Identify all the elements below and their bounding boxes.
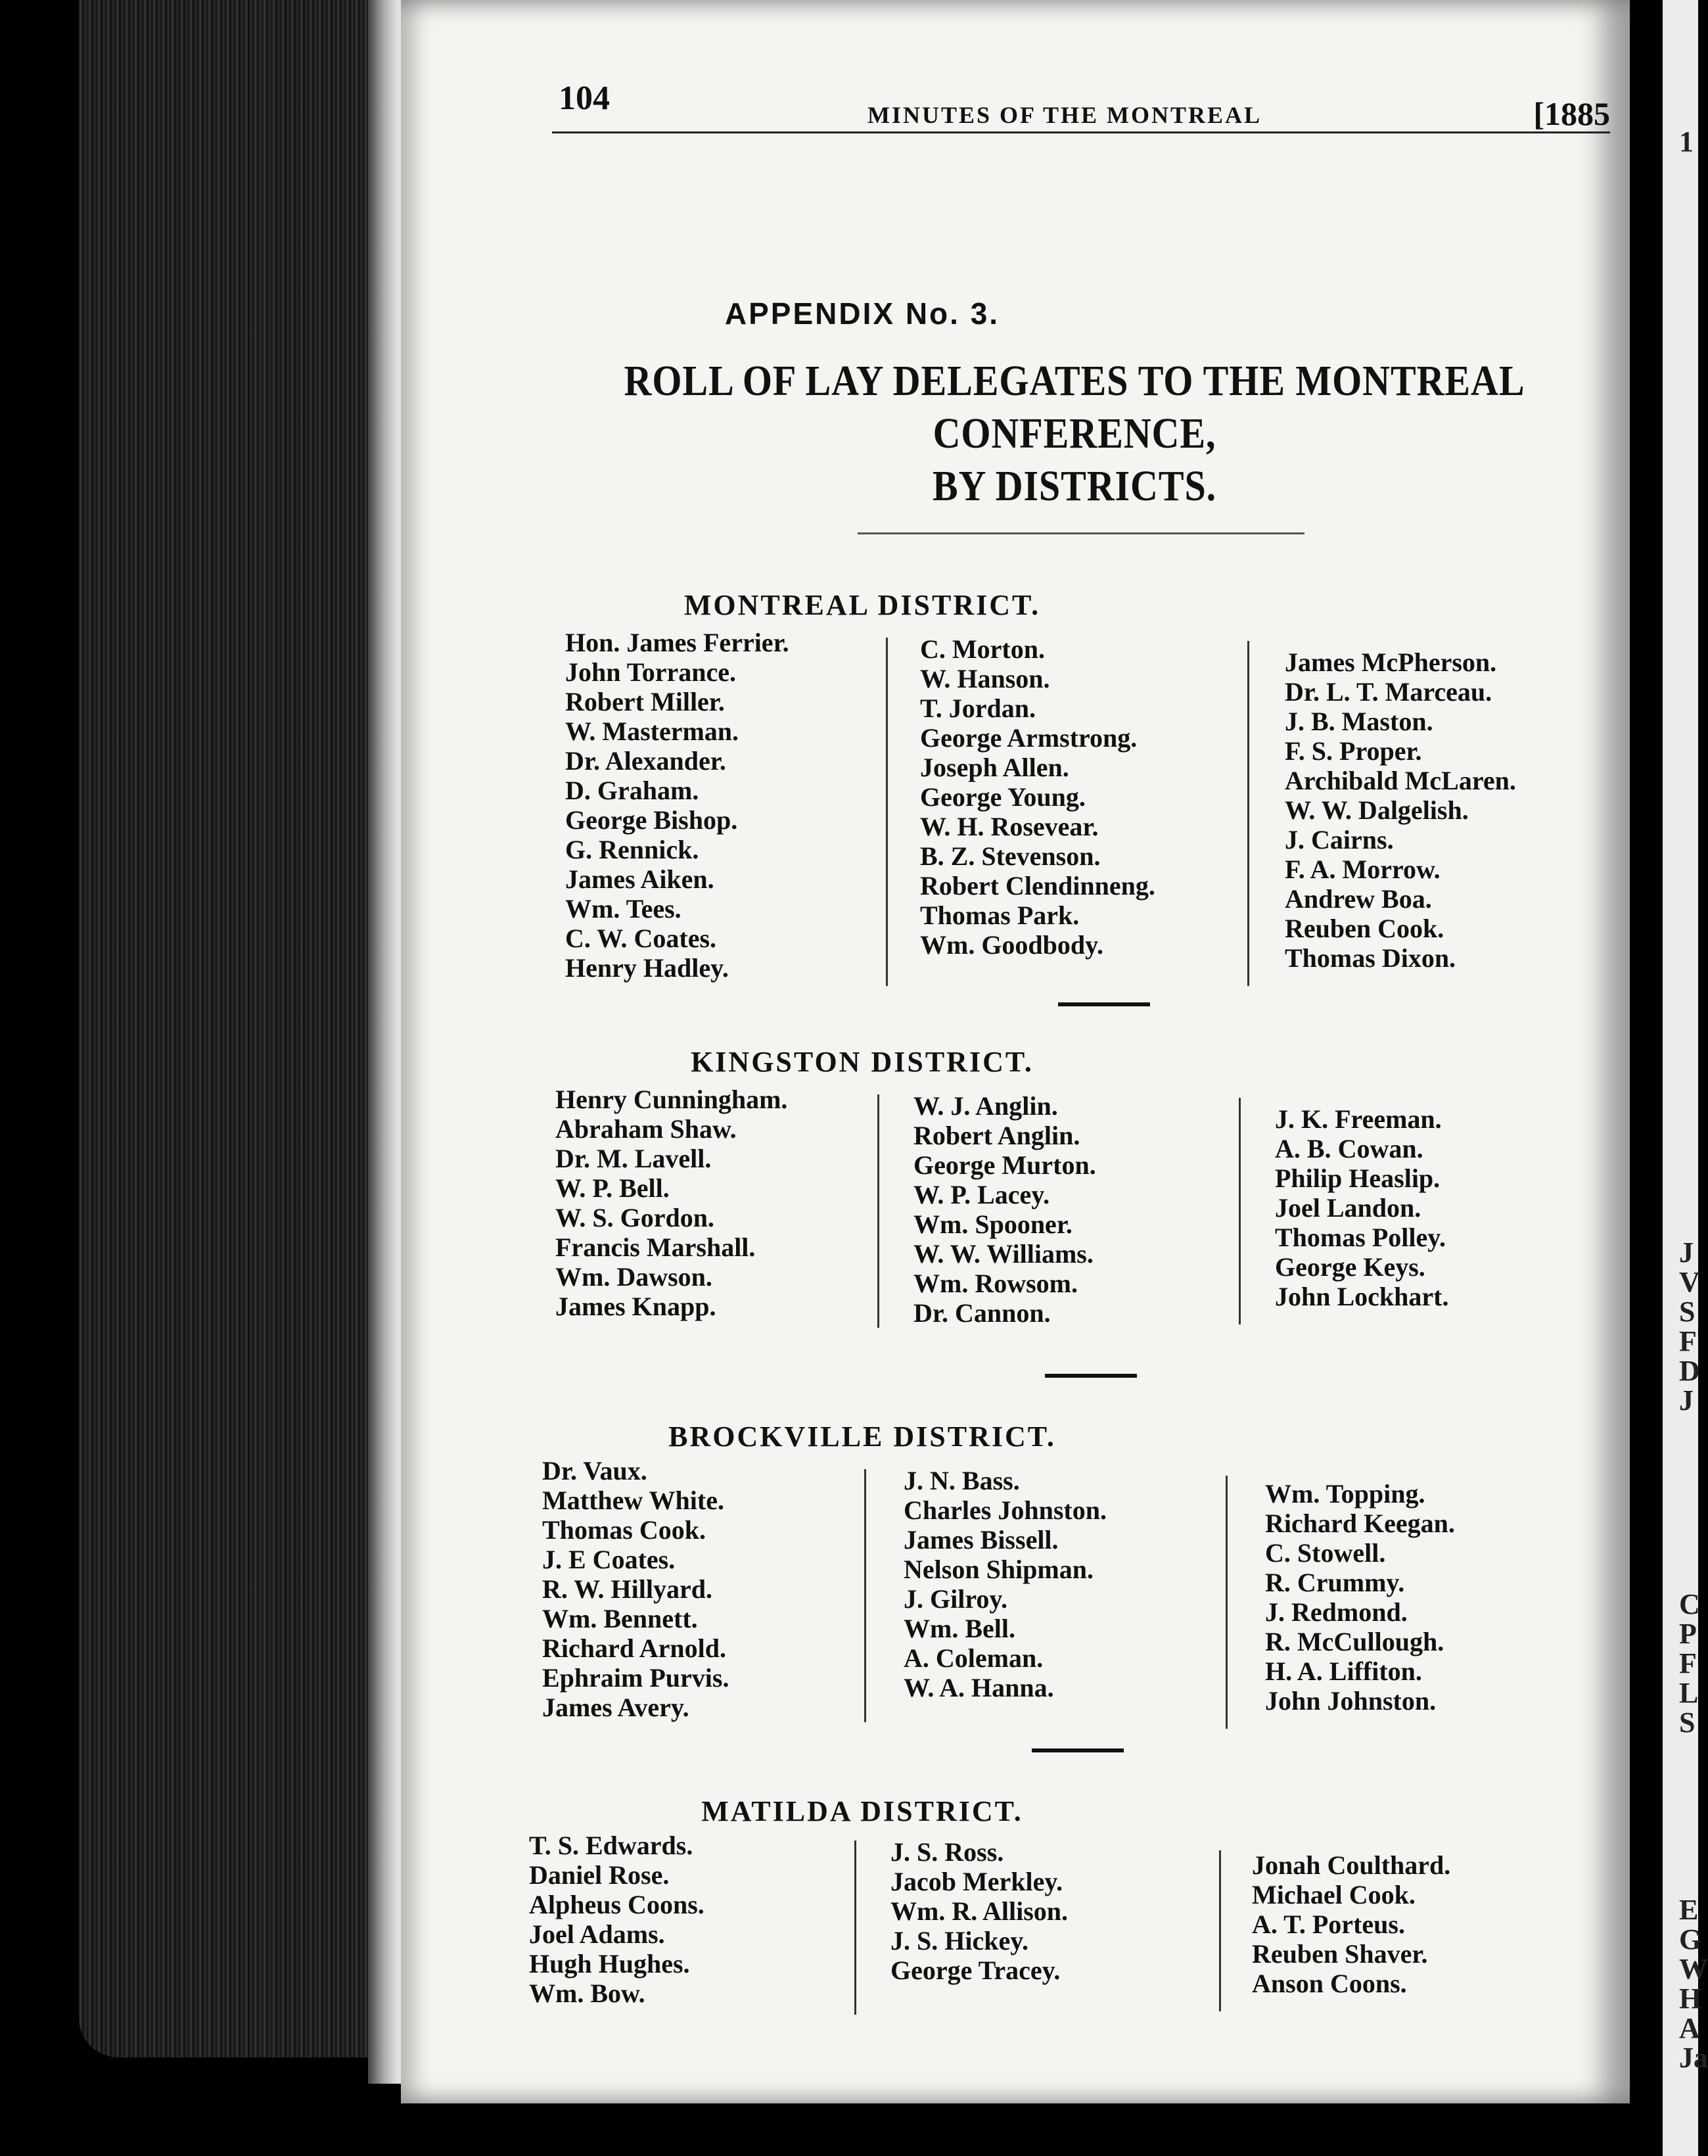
facing-page-letter: J	[1679, 1236, 1694, 1269]
delegate-name: James Aiken.	[565, 864, 714, 894]
montreal-column-3	[1285, 647, 1516, 973]
delegate-name: Philip Heaslip.	[1275, 1163, 1441, 1193]
delegate-name: A. B. Cowan.	[1275, 1134, 1423, 1163]
delegate-name: C. Morton.	[920, 634, 1045, 664]
delegate-name: J. E Coates.	[542, 1545, 676, 1574]
page-title	[603, 355, 1546, 513]
delegate-name: Thomas Park.	[920, 901, 1080, 930]
delegate-name: W. A. Hanna.	[904, 1673, 1054, 1702]
facing-page-letter: P	[1679, 1618, 1697, 1650]
district-separator	[1058, 1002, 1150, 1006]
delegate-name: George Keys.	[1275, 1252, 1425, 1282]
delegate-name: J. Gilroy.	[904, 1584, 1008, 1614]
delegate-name: W. S. Gordon.	[555, 1203, 714, 1232]
delegate-name: Jonah Coulthard.	[1252, 1850, 1451, 1880]
delegate-name: Dr. L. T. Marceau.	[1285, 677, 1492, 707]
delegate-name: Jacob Merkley.	[890, 1867, 1063, 1896]
delegate-name: Francis Marshall.	[555, 1232, 756, 1262]
district-separator	[1032, 1748, 1124, 1752]
delegate-name: Wm. Rowsom.	[913, 1269, 1078, 1298]
delegate-name: Joel Adams.	[529, 1919, 665, 1949]
column-rule	[886, 638, 888, 986]
facing-page-letter: A	[1679, 2012, 1700, 2044]
delegate-name: W. W. Dalgelish.	[1285, 795, 1469, 825]
delegate-name: W. P. Lacey.	[913, 1180, 1050, 1209]
delegate-name: Alpheus Coons.	[529, 1890, 704, 1919]
facing-page-letter: C	[1679, 1588, 1700, 1620]
delegate-name: Anson Coons.	[1252, 1969, 1407, 1998]
column-rule	[854, 1840, 856, 2015]
delegate-name: Wm. Bennett.	[542, 1604, 698, 1633]
delegate-name: Charles Johnston.	[904, 1495, 1107, 1525]
delegate-name: Wm. Spooner.	[913, 1209, 1073, 1239]
delegate-name: Wm. Goodbody.	[920, 930, 1103, 960]
facing-page-letter: E	[1679, 1894, 1699, 1926]
delegate-name: Nelson Shipman.	[904, 1555, 1094, 1584]
column-rule	[1219, 1850, 1221, 2011]
delegate-name: John Johnston.	[1265, 1686, 1437, 1716]
montreal-column-1	[565, 628, 789, 983]
delegate-name: Dr. M. Lavell.	[555, 1144, 712, 1173]
delegate-name: J. Cairns.	[1285, 825, 1394, 855]
kingston-column-1	[555, 1085, 787, 1321]
delegate-name: Joel Landon.	[1275, 1193, 1421, 1223]
delegate-name: Wm. Bell.	[904, 1614, 1015, 1643]
delegate-name: Wm. Bow.	[529, 1979, 645, 2008]
delegate-name: J. S. Hickey.	[890, 1926, 1029, 1956]
facing-page-letter: H	[1679, 1982, 1702, 2015]
district-heading-kingston: KINGSTON DISTRICT.	[691, 1046, 1034, 1078]
delegate-name: John Lockhart.	[1275, 1282, 1449, 1311]
delegate-name: Robert Anglin.	[913, 1121, 1080, 1150]
delegate-name: J. K. Freeman.	[1275, 1104, 1442, 1134]
delegate-name: Henry Cunningham.	[555, 1085, 788, 1114]
delegate-name: Andrew Boa.	[1285, 884, 1432, 914]
facing-page-letter: F	[1679, 1647, 1697, 1679]
appendix-heading: APPENDIX No. 3.	[724, 296, 1000, 331]
delegate-name: Wm. Topping.	[1265, 1479, 1425, 1509]
delegate-name: Hon. James Ferrier.	[565, 628, 789, 657]
title-line-2: BY DISTRICTS.	[932, 462, 1217, 510]
delegate-name: W. H. Rosevear.	[920, 812, 1099, 841]
delegate-name: R. Crummy.	[1265, 1568, 1405, 1597]
delegate-name: J. B. Maston.	[1285, 707, 1433, 736]
delegate-name: C. W. Coates.	[565, 924, 717, 953]
delegate-name: T. Jordan.	[920, 693, 1036, 723]
delegate-name: George Armstrong.	[920, 723, 1138, 753]
facing-page-letter: Ja	[1679, 2042, 1708, 2074]
delegate-name: W. Hanson.	[920, 664, 1050, 693]
column-rule	[1226, 1476, 1228, 1729]
delegate-name: Daniel Rose.	[529, 1860, 670, 1890]
delegate-name: F. S. Proper.	[1285, 736, 1422, 766]
column-rule	[877, 1094, 879, 1328]
delegate-name: Thomas Dixon.	[1285, 943, 1456, 973]
delegate-name: A. Coleman.	[904, 1643, 1044, 1673]
facing-page-letter: W	[1679, 1953, 1708, 1985]
district-heading-montreal: MONTREAL DISTRICT.	[683, 589, 1041, 621]
facing-page-letter: L	[1679, 1677, 1699, 1709]
delegate-name: James McPherson.	[1285, 647, 1497, 677]
delegate-name: J. N. Bass.	[904, 1466, 1020, 1495]
delegate-name: Reuben Shaver.	[1252, 1939, 1428, 1969]
delegate-name: Joseph Allen.	[920, 753, 1069, 782]
delegate-name: Thomas Polley.	[1275, 1223, 1446, 1252]
delegate-name: George Bishop.	[565, 805, 738, 835]
delegate-name: R. McCullough.	[1265, 1627, 1444, 1656]
delegate-name: Dr. Alexander.	[565, 746, 726, 776]
delegate-name: B. Z. Stevenson.	[920, 841, 1101, 871]
delegate-name: Ephraim Purvis.	[542, 1663, 729, 1693]
delegate-name: Wm. Tees.	[565, 894, 681, 924]
facing-page-letter: G	[1679, 1923, 1702, 1956]
montreal-column-2	[920, 634, 1155, 960]
delegate-name: Matthew White.	[542, 1486, 724, 1515]
facing-page-letter: V	[1679, 1266, 1700, 1298]
kingston-column-2	[913, 1091, 1096, 1328]
delegate-name: Robert Miller.	[565, 687, 725, 716]
running-head: MINUTES OF THE MONTREAL	[867, 102, 1262, 128]
delegate-name: C. Stowell.	[1265, 1538, 1386, 1568]
district-heading-brockville: BROCKVILLE DISTRICT.	[668, 1420, 1056, 1453]
matilda-column-3	[1252, 1850, 1450, 1998]
delegate-name: Abraham Shaw.	[555, 1114, 737, 1144]
delegate-name: Wm. R. Allison.	[890, 1896, 1069, 1926]
brockville-column-3	[1265, 1479, 1455, 1716]
delegate-name: W. W. Williams.	[913, 1239, 1094, 1269]
facing-page-letter: J	[1679, 1384, 1694, 1417]
delegate-name: D. Graham.	[565, 776, 699, 805]
delegate-name: T. S. Edwards.	[529, 1831, 693, 1860]
facing-page-letter: 1	[1679, 126, 1694, 158]
delegate-name: F. A. Morrow.	[1285, 855, 1441, 884]
district-heading-matilda: MATILDA DISTRICT.	[701, 1795, 1023, 1827]
title-line-1: ROLL OF LAY DELEGATES TO THE MONTREAL CONFERENCE,	[624, 357, 1525, 457]
facing-page-letter: S	[1679, 1706, 1696, 1739]
delegate-name: H. A. Liffiton.	[1265, 1656, 1422, 1686]
delegate-name: James Avery.	[542, 1693, 689, 1722]
delegate-name: R. W. Hillyard.	[542, 1574, 712, 1604]
year-marker: [1885	[1533, 95, 1610, 132]
title-rule	[858, 532, 1304, 534]
delegate-name: Thomas Cook.	[542, 1515, 706, 1545]
delegate-name: James Knapp.	[555, 1292, 716, 1321]
delegate-name: Wm. Dawson.	[555, 1262, 712, 1292]
brockville-column-2	[904, 1466, 1107, 1702]
delegate-name: John Torrance.	[565, 657, 737, 687]
delegate-name: Dr. Cannon.	[913, 1298, 1051, 1328]
delegate-name: Hugh Hughes.	[529, 1949, 690, 1979]
delegate-name: Michael Cook.	[1252, 1880, 1416, 1910]
delegate-name: Archibald McLaren.	[1285, 766, 1516, 795]
facing-page-letter: S	[1679, 1296, 1696, 1328]
delegate-name: Richard Arnold.	[542, 1633, 727, 1663]
column-rule	[864, 1469, 866, 1722]
kingston-column-3	[1275, 1104, 1449, 1311]
delegate-name: Henry Hadley.	[565, 953, 729, 983]
delegate-name: W. J. Anglin.	[913, 1091, 1058, 1121]
column-rule	[1247, 641, 1249, 986]
matilda-column-2	[890, 1837, 1068, 1985]
delegate-name: George Murton.	[913, 1150, 1096, 1180]
delegate-name: George Tracey.	[890, 1956, 1061, 1985]
facing-page-letter: F	[1679, 1325, 1697, 1357]
delegate-name: A. T. Porteus.	[1252, 1910, 1405, 1939]
delegate-name: Robert Clendinneng.	[920, 871, 1155, 901]
delegate-name: George Young.	[920, 782, 1086, 812]
delegate-name: James Bissell.	[904, 1525, 1059, 1555]
delegate-name: Richard Keegan.	[1265, 1509, 1455, 1538]
delegate-name: G. Rennick.	[565, 835, 699, 864]
district-separator	[1045, 1374, 1137, 1378]
delegate-name: Reuben Cook.	[1285, 914, 1444, 943]
page-number: 104	[559, 80, 610, 117]
delegate-name: J. S. Ross.	[890, 1837, 1004, 1867]
delegate-name: W. P. Bell.	[555, 1173, 670, 1203]
facing-page-letter: D	[1679, 1355, 1700, 1387]
delegate-name: W. Masterman.	[565, 716, 739, 746]
delegate-name: J. Redmond.	[1265, 1597, 1408, 1627]
brockville-column-1	[542, 1456, 729, 1722]
column-rule	[1239, 1098, 1241, 1324]
matilda-column-1	[529, 1831, 704, 2008]
delegate-name: Dr. Vaux.	[542, 1456, 647, 1486]
page-header	[552, 79, 1610, 133]
